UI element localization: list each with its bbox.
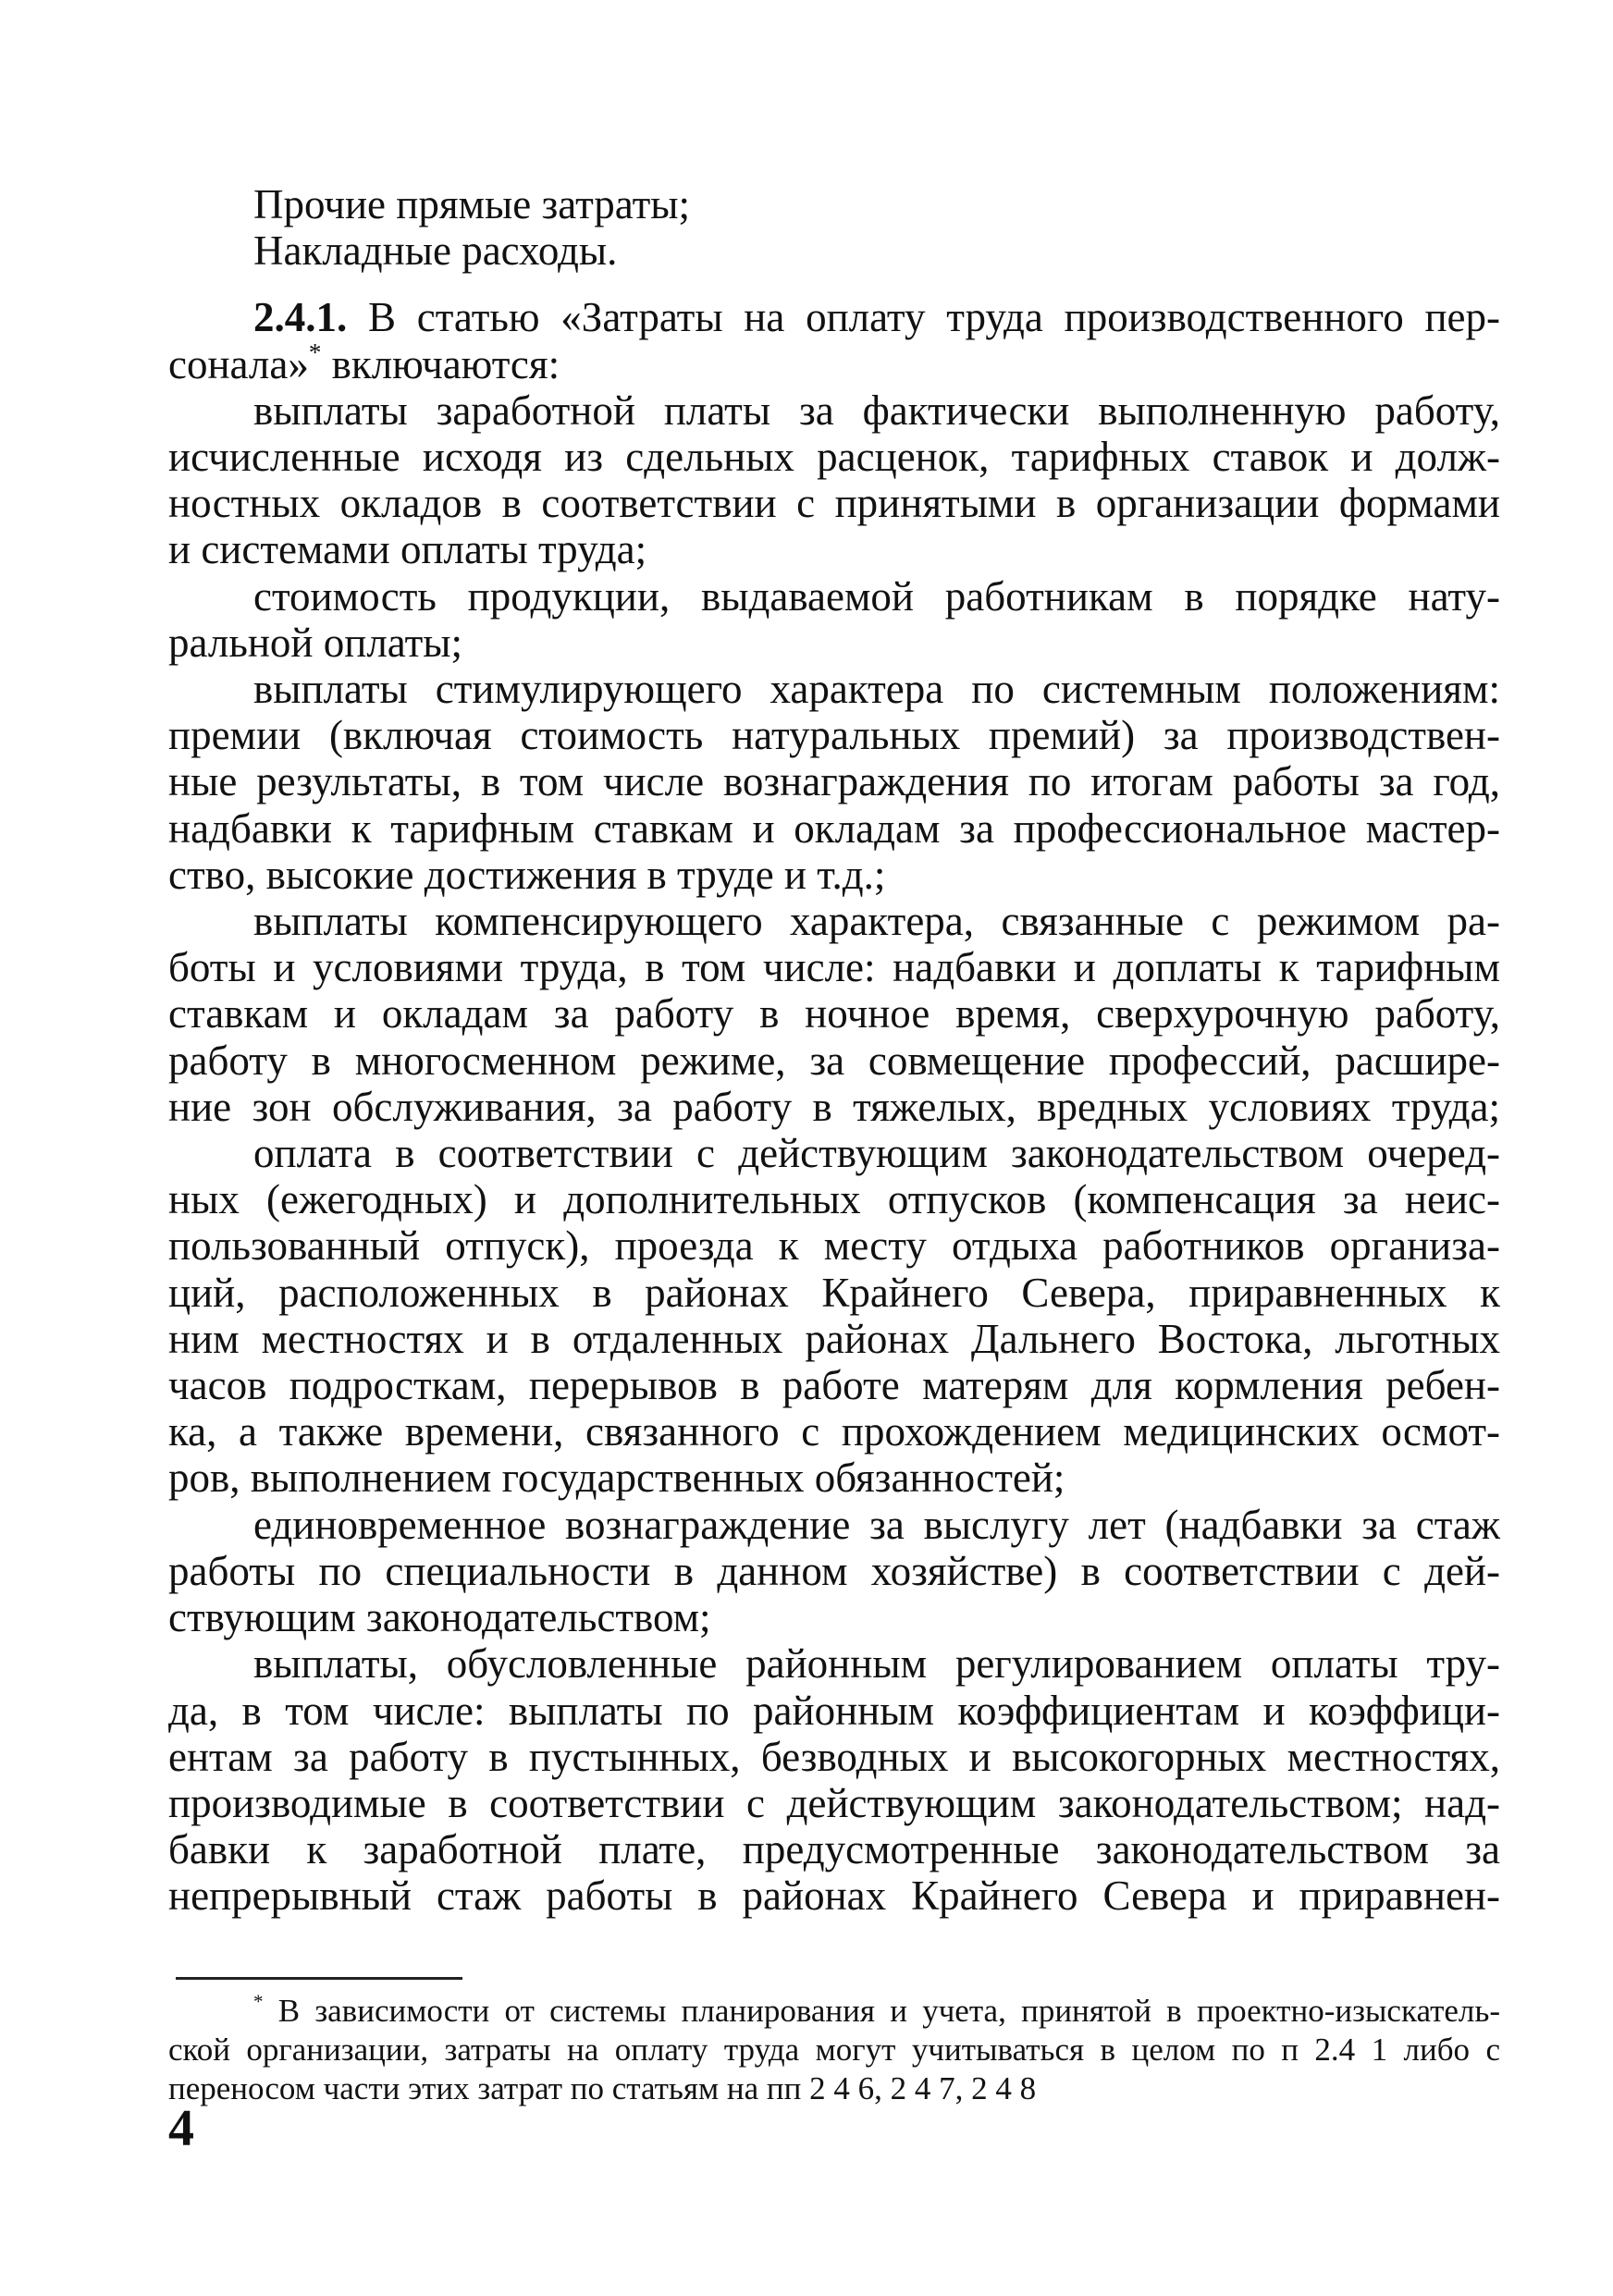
text-line: надбавки к тарифным ставкам и окладам за профессиональное мастер- bbox=[168, 804, 1500, 852]
text-line: ральной оплаты; bbox=[168, 619, 463, 666]
text-line: часов подросткам, перерывов в работе матерям для кормления ребен- bbox=[168, 1362, 1500, 1409]
text-line: ных (ежегодных) и дополнительных отпусков (компенсация за неис- bbox=[168, 1176, 1500, 1223]
text-line: боты и условиями труда, в том числе: надбавки и доплаты к тарифным bbox=[168, 944, 1500, 991]
text-line: премии (включая стоимость натуральных премий) за производствен- bbox=[168, 712, 1500, 759]
text-line: выплаты компенсирующего характера, связанные с режимом ра- bbox=[253, 898, 1500, 945]
text-line: исчисленные исходя из сдельных расценок, тарифных ставок и долж- bbox=[168, 434, 1500, 481]
text-line: выплаты, обусловленные районным регулированием оплаты тру- bbox=[253, 1640, 1500, 1688]
section-number: 2.4.1. bbox=[253, 294, 348, 341]
text-line: единовременное вознаграждение за выслугу лет (надбавки за стаж bbox=[253, 1501, 1500, 1548]
text-line: ров, выполнением государственных обязанностей; bbox=[168, 1455, 1065, 1502]
text-line: выплаты стимулирующего характера по системным положениям: bbox=[253, 666, 1500, 713]
text-line: Накладные расходы. bbox=[253, 227, 618, 275]
text-line: ставкам и окладам за работу в ночное время, сверхурочную работу, bbox=[168, 990, 1500, 1037]
footnote-marker: * bbox=[253, 1990, 264, 2013]
text-line: ций, расположенных в районах Крайнего Севера, приравненных к bbox=[168, 1269, 1500, 1316]
text-line: ство, высокие достижения в труде и т.д.; bbox=[168, 851, 886, 898]
text-line: Прочие прямые затраты; bbox=[253, 181, 690, 227]
footnote-divider bbox=[176, 1977, 462, 1980]
text-line: ним местностях и в отдаленных районах Дальнего Востока, льготных bbox=[168, 1315, 1500, 1362]
text-line: ние зон обслуживания, за работу в тяжелых, вредных условиях труда; bbox=[168, 1083, 1500, 1130]
text-line: пользованный отпуск), проезда к месту отдыха работников организа- bbox=[168, 1222, 1500, 1270]
text-line: оплата в соответствии с действующим законодательством очеред- bbox=[253, 1130, 1500, 1177]
footnote-line bbox=[168, 1992, 1500, 2031]
text-line: работу в многосменном режиме, за совмещение профессий, расшире- bbox=[168, 1037, 1500, 1084]
footnote-marker: * bbox=[308, 338, 322, 366]
text-line: производимые в соответствии с действующим законодательством; над- bbox=[168, 1779, 1500, 1826]
text-line bbox=[168, 338, 1500, 387]
page-number: 4 bbox=[168, 2100, 194, 2157]
text-span: включаются: bbox=[321, 340, 560, 387]
text-line: выплаты заработной платы за фактически выполненную работу, bbox=[253, 387, 1500, 434]
text-line: ка, а также времени, связанного с прохождением медицинских осмот- bbox=[168, 1408, 1500, 1455]
text-span: В зависимости от системы планирования и учета, принятой в проектно-изыскатель- bbox=[263, 1993, 1500, 2029]
footnote-line: переносом части этих затрат по статьям на пп 2 4 6, 2 4 7, 2 4 8 bbox=[168, 2070, 1037, 2106]
text-line: непрерывный стаж работы в районах Крайнего Севера и приравнен- bbox=[168, 1872, 1500, 1920]
text-line: да, в том числе: выплаты по районным коэффициентам и коэффици- bbox=[168, 1687, 1500, 1734]
text-line: бавки к заработной плате, предусмотренные законодательством за bbox=[168, 1826, 1500, 1873]
text-line: ствующим законодательством; bbox=[168, 1594, 711, 1641]
text-line: ностных окладов в соответствии с принятыми в организации формами bbox=[168, 480, 1500, 527]
text-line: работы по специальности в данном хозяйстве) в соответствии с дей- bbox=[168, 1547, 1500, 1594]
text-line: стоимость продукции, выдаваемой работникам в порядке нату- bbox=[253, 572, 1500, 620]
text-line: ентам за работу в пустынных, безводных и высокогорных местностях, bbox=[168, 1733, 1500, 1780]
text-span: В статью «Затраты на оплату труда производственного пер- bbox=[347, 294, 1500, 341]
text-line: и системами оплаты труда; bbox=[168, 526, 647, 573]
body-text bbox=[168, 181, 1500, 1920]
footnote-line: ской организации, затраты на оплату труда могут учитываться в целом по п 2.4 1 либо с bbox=[168, 2032, 1500, 2068]
text-span: сонала» bbox=[168, 340, 309, 387]
footnote bbox=[168, 1992, 1500, 2108]
text-line: ные результаты, в том числе вознаграждения по итогам работы за год, bbox=[168, 758, 1500, 805]
section-heading-line bbox=[168, 294, 1500, 340]
